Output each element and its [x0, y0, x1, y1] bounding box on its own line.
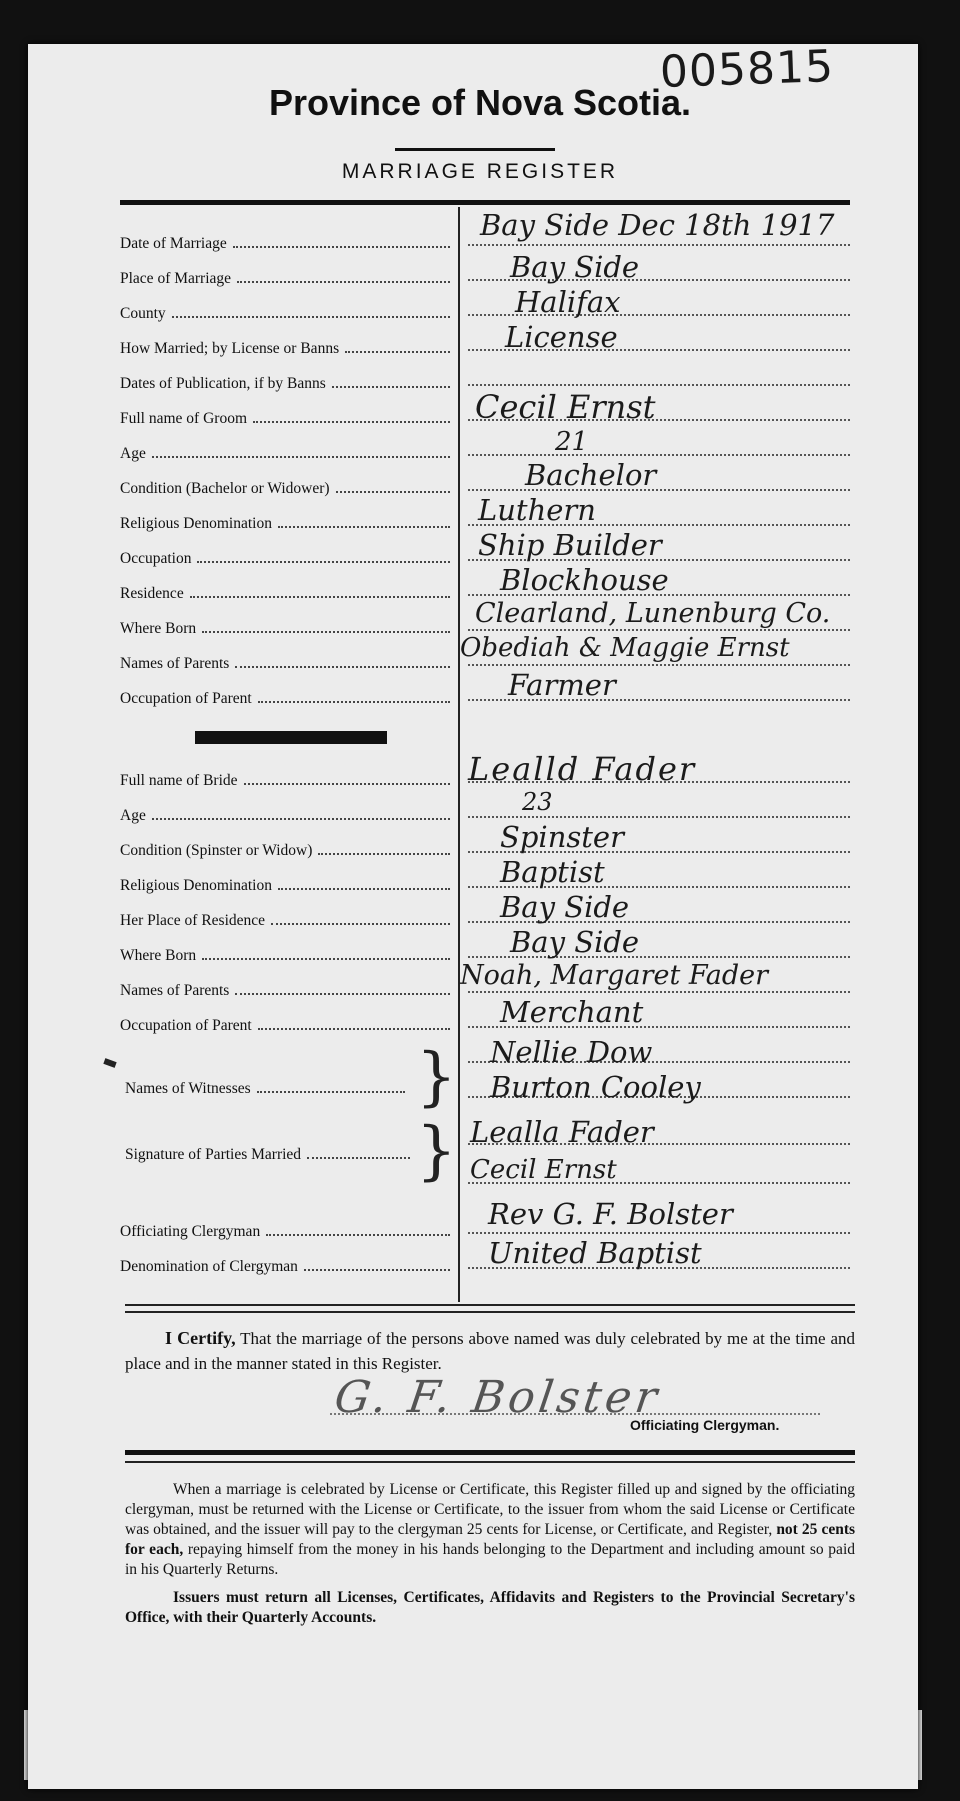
leader-dots — [345, 351, 450, 353]
field-row — [120, 299, 450, 323]
return-instructions — [125, 1480, 855, 1580]
field-row — [120, 836, 450, 860]
groom-condition-value: Bachelor — [525, 458, 657, 492]
field-row — [120, 229, 450, 253]
field-row — [120, 474, 450, 498]
field-row — [120, 976, 450, 1000]
leader-dots — [244, 783, 450, 785]
field-label: Names of Parents — [120, 982, 230, 999]
field-label: Age — [120, 445, 146, 462]
field-label: Occupation — [120, 550, 192, 567]
entry-line — [468, 816, 850, 818]
field-label: Date of Marriage — [120, 235, 227, 252]
groom-name-value: Cecil Ernst — [475, 388, 656, 426]
witness-2-signature: Burton Cooley — [490, 1070, 701, 1104]
leader-dots — [152, 456, 450, 458]
field-row — [120, 264, 450, 288]
groom-age-value: 21 — [555, 427, 589, 457]
field-row — [120, 1252, 450, 1276]
signature-caption: Officiating Clergyman. — [630, 1417, 780, 1433]
field-label: Religious Denomination — [120, 877, 272, 894]
field-row — [120, 1011, 450, 1035]
date-of-marriage-value: Bay Side Dec 18th 1917 — [480, 208, 835, 242]
parties-brace: } — [416, 1114, 457, 1188]
field-label: Signature of Parties Married — [125, 1146, 302, 1163]
clergyman-signature: G. F. Bolster — [331, 1372, 665, 1423]
field-row — [120, 404, 450, 428]
place-of-marriage-value: Bay Side — [510, 250, 640, 284]
entry-line — [468, 454, 850, 456]
notice-rule — [125, 1461, 855, 1463]
field-label: County — [120, 305, 166, 322]
leader-dots — [278, 526, 450, 528]
leader-dots — [152, 818, 450, 820]
document-number: 005815 — [659, 40, 835, 99]
field-row — [120, 1217, 450, 1241]
bride-parents-value: Noah, Margaret Fader — [460, 960, 769, 991]
bride-name-value: Lealld Fader — [468, 750, 697, 788]
groom-occupation-value: Ship Builder — [478, 528, 662, 562]
field-label: Full name of Bride — [120, 772, 238, 789]
field-row — [120, 579, 450, 603]
column-divider — [458, 207, 460, 1302]
header-rule — [120, 200, 850, 205]
leader-dots — [258, 1028, 450, 1030]
clergy-denomination-value: United Baptist — [488, 1236, 702, 1270]
county-value: Halifax — [515, 285, 621, 319]
certification-statement — [125, 1326, 855, 1376]
leader-dots — [307, 1157, 410, 1159]
leader-dots — [233, 246, 450, 248]
entry-line — [468, 629, 850, 631]
field-row — [120, 614, 450, 638]
field-label: Full name of Groom — [120, 410, 247, 427]
witness-1-signature: Nellie Dow — [490, 1035, 653, 1069]
field-label: Denomination of Clergyman — [120, 1258, 298, 1275]
leader-dots — [318, 853, 450, 855]
field-label: Where Born — [120, 620, 197, 637]
groom-signature: Cecil Ernst — [470, 1155, 617, 1185]
leader-dots — [257, 1091, 405, 1093]
field-row — [120, 649, 450, 673]
field-label: Where Born — [120, 947, 197, 964]
leader-dots — [271, 923, 450, 925]
field-row — [120, 801, 450, 825]
field-label: Officiating Clergyman — [120, 1223, 261, 1240]
field-row — [120, 871, 450, 895]
bride-condition-value: Spinster — [500, 820, 624, 854]
field-row — [125, 1074, 405, 1098]
field-row — [125, 1140, 410, 1164]
field-label: Residence — [120, 585, 184, 602]
bride-signature: Lealla Fader — [470, 1115, 654, 1149]
bride-parent-occupation-value: Merchant — [500, 995, 644, 1029]
groom-residence-value: Blockhouse — [500, 563, 669, 597]
notice-text: repaying himself from the money in his hands belonging to the Department and including amount so paid in his Quarterly Returns. — [125, 1541, 855, 1578]
groom-parent-occupation-value: Farmer — [508, 668, 616, 702]
bride-age-value: 23 — [522, 788, 553, 816]
field-row — [120, 906, 450, 930]
entry-line — [468, 384, 850, 386]
bride-birthplace-value: Bay Side — [510, 925, 640, 959]
entry-line — [468, 244, 850, 246]
leader-dots — [237, 281, 450, 283]
leader-dots — [332, 386, 450, 388]
page-title: Province of Nova Scotia. — [268, 82, 692, 123]
certify-rule — [125, 1304, 855, 1306]
field-label: Age — [120, 807, 146, 824]
groom-religion-value: Luthern — [478, 493, 596, 527]
field-row — [120, 684, 450, 708]
certify-lead: I Certify, — [165, 1328, 236, 1348]
field-row — [120, 509, 450, 533]
field-label: Place of Marriage — [120, 270, 232, 287]
field-label: Her Place of Residence — [120, 912, 266, 929]
field-row — [120, 766, 450, 790]
title-underline — [395, 148, 555, 151]
certify-text: That the marriage of the persons above named was duly celebrated by me at the time and place and in the manner stated in this Register. — [125, 1329, 855, 1373]
entry-line — [468, 1232, 850, 1234]
field-label: Religious Denomination — [120, 515, 272, 532]
leader-dots — [336, 491, 450, 493]
field-label: How Married; by License or Banns — [120, 340, 340, 357]
leader-dots — [190, 596, 450, 598]
leader-dots — [278, 888, 450, 890]
entry-line — [468, 991, 850, 993]
field-row — [120, 941, 450, 965]
leader-dots — [235, 993, 450, 995]
field-label: Dates of Publication, if by Banns — [120, 375, 326, 392]
notice-emphasis: not 25 cents for each, — [125, 1521, 856, 1558]
field-row — [120, 334, 450, 358]
entry-line — [468, 664, 850, 666]
bride-residence-value: Bay Side — [500, 890, 630, 924]
certify-rule — [125, 1311, 855, 1313]
leader-dots — [202, 958, 450, 960]
leader-dots — [235, 666, 450, 668]
groom-birthplace-value: Clearland, Lunenburg Co. — [475, 598, 831, 629]
how-married-value: License — [505, 320, 618, 354]
field-row — [120, 439, 450, 463]
register-subtitle: MARRIAGE REGISTER — [341, 160, 619, 183]
clergyman-value: Rev G. F. Bolster — [488, 1197, 733, 1231]
notice-text: When a marriage is celebrated by License or Certificate, this Register filled up and signed by the officiating clergyman, must be returned with the License or Certificate, to the issuer from whom the said License or Certificate was obtained, and the issuer will pay to the clergyman 25 cents for License, or Certificate, and Register, — [125, 1481, 855, 1538]
field-row — [120, 369, 450, 393]
notice-rule — [125, 1450, 855, 1455]
leader-dots — [253, 421, 450, 423]
leader-dots — [304, 1269, 450, 1271]
witness-brace: } — [416, 1040, 457, 1114]
groom-parents-value: Obediah & Maggie Ernst — [460, 633, 790, 663]
leader-dots — [172, 316, 450, 318]
field-row — [120, 544, 450, 568]
field-label: Occupation of Parent — [120, 1017, 252, 1034]
leader-dots — [266, 1234, 450, 1236]
field-label: Condition (Bachelor or Widower) — [120, 480, 330, 497]
leader-dots — [197, 561, 450, 563]
signature-line — [330, 1413, 820, 1415]
leader-dots — [258, 701, 450, 703]
section-divider-bar — [195, 731, 387, 744]
field-label: Names of Witnesses — [125, 1080, 251, 1097]
leader-dots — [202, 631, 450, 633]
field-label: Condition (Spinster or Widow) — [120, 842, 313, 859]
bride-religion-value: Baptist — [500, 855, 605, 889]
field-label: Names of Parents — [120, 655, 230, 672]
issuers-instructions: Issuers must return all Licenses, Certificates, Affidavits and Registers to the Provincial Secretary's Office, with their Quarterly Accounts. — [125, 1589, 855, 1626]
field-label: Occupation of Parent — [120, 690, 252, 707]
